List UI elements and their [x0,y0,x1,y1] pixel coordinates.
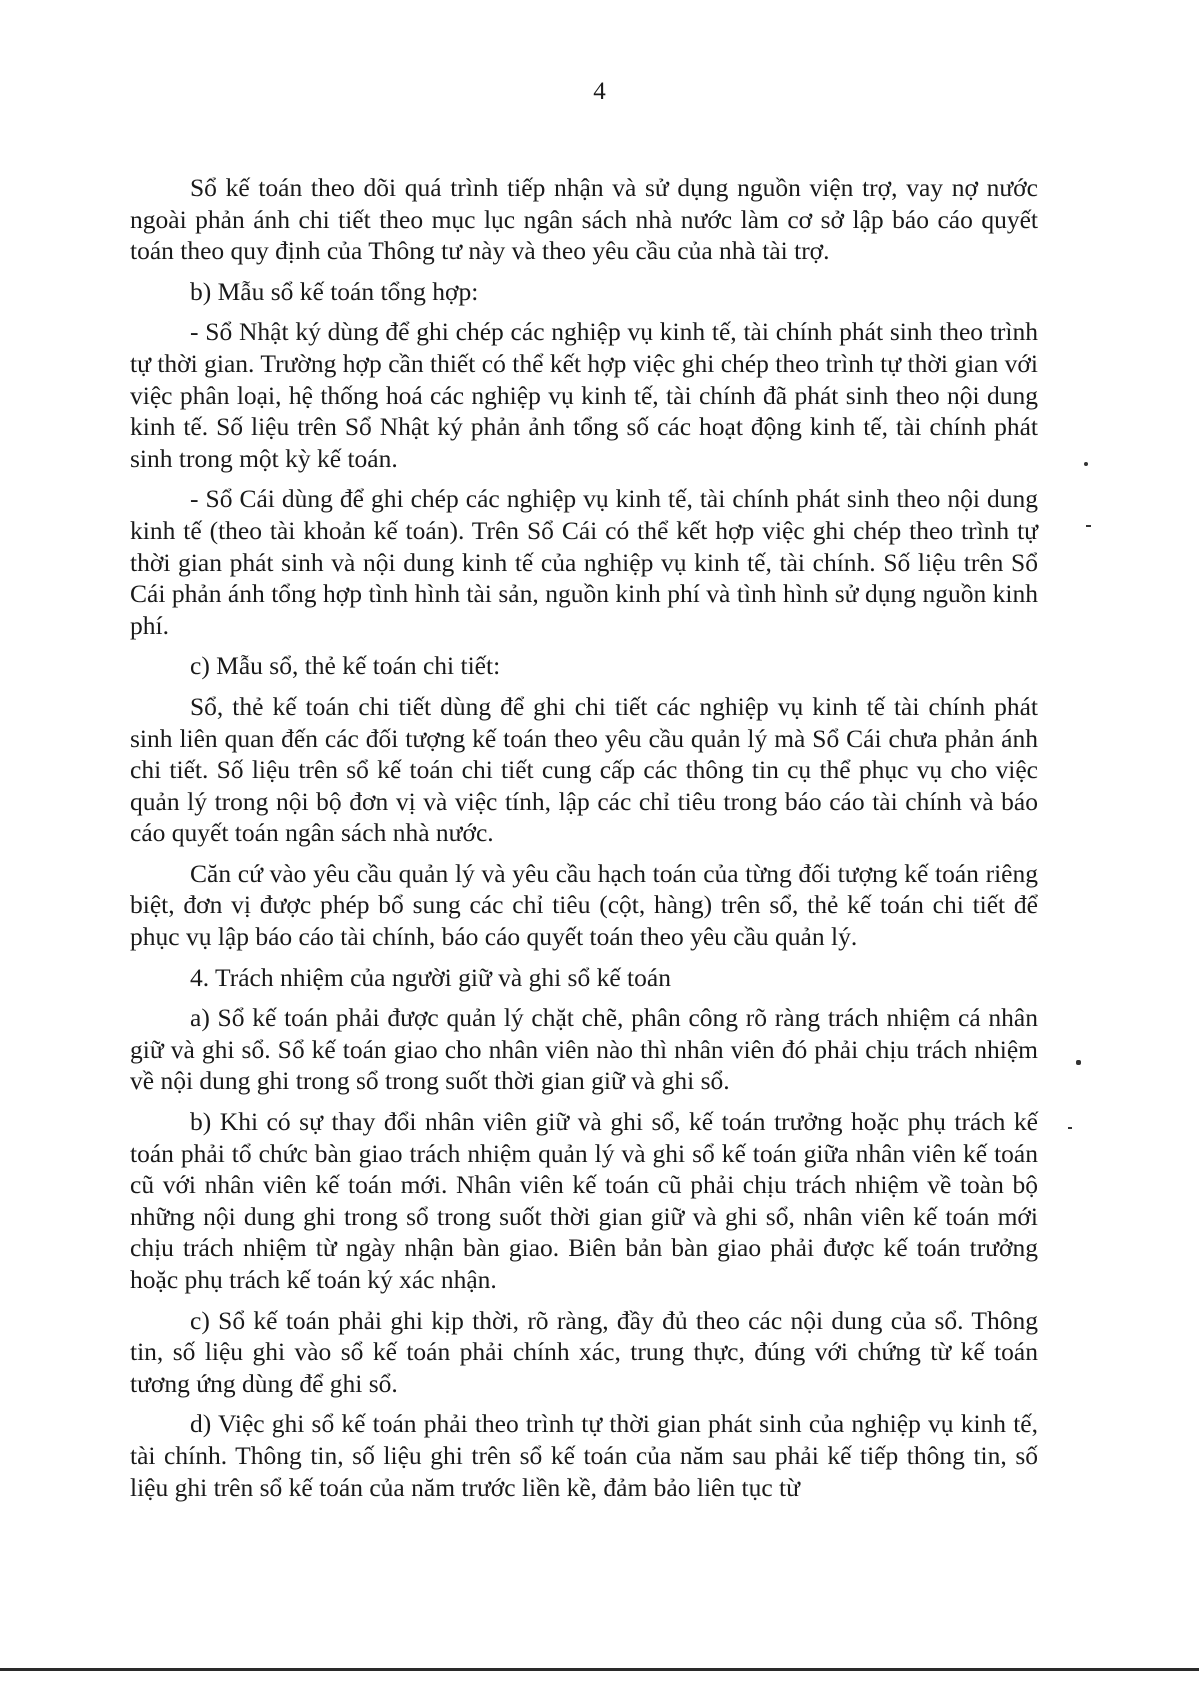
paragraph-so-nhat-ky: - Sổ Nhật ký dùng để ghi chép các nghiệp vụ kinh tế, tài chính phát sinh theo trình tự thời gian. Trường hợp cần thiết có thể kết hợp việc ghi chép theo trình tự thời gian với việc phân loại, hệ thống hoá các nghiệp vụ kinh tế, tài chính đã phát sinh theo nội dung kinh tế. Số liệu trên Sổ Nhật ký phản ảnh tổng số các hoạt động kinh tế, tài chính phát sinh trong một kỳ kế toán. [130,317,1038,473]
paragraph-can-cu: Căn cứ vào yêu cầu quản lý và yêu cầu hạch toán của từng đối tượng kế toán riêng biệt, đơn vị được phép bổ sung các chỉ tiêu (cột, hàng) trên sổ, thẻ kế toán chi tiết để phục vụ lập báo cáo tài chính, báo cáo quyết toán theo yêu cầu quản lý. [130,858,1038,952]
paragraph-so-the-chi-tiet: Sổ, thẻ kế toán chi tiết dùng để ghi chi tiết các nghiệp vụ kinh tế tài chính phát sinh liên quan đến các đối tượng kế toán theo yêu cầu quản lý mà Sổ Cái chưa phản ánh chi tiết. Số liệu trên sổ kế toán chi tiết cung cấp các thông tin cụ thể phục vụ cho việc quản lý trong nội bộ đơn vị và việc tính, lập các chỉ tiêu trong báo cáo tài chính và báo cáo quyết toán ngân sách nhà nước. [130,691,1038,848]
scan-speck [1086,525,1091,527]
scan-speck [1084,462,1088,466]
scan-speck [1076,1060,1081,1065]
paragraph-4c: c) Sổ kế toán phải ghi kịp thời, rõ ràng, đầy đủ theo các nội dung của sổ. Thông tin, số liệu ghi vào sổ kế toán phải chính xác, trung thực, đúng với chứng từ kế toán tương ứng dùng để ghi sổ. [130,1305,1038,1398]
paragraph-4d: d) Việc ghi sổ kế toán phải theo trình tự thời gian phát sinh của nghiệp vụ kinh tế, tài chính. Thông tin, số liệu ghi trên sổ kế toán của năm sau phải kế tiếp thông tin, số liệu ghi trên sổ kế toán của năm trước liền kề, đảm bảo liên tục từ [130,1409,1038,1502]
page-number: 4 [593,78,606,105]
scan-bottom-edge [0,1668,1199,1671]
paragraph-so-cai: - Sổ Cái dùng để ghi chép các nghiệp vụ kinh tế, tài chính phát sinh theo nội dung kinh tế (theo tài khoản kế toán). Trên Sổ Cái có thể kết hợp việc ghi chép theo trình tự thời gian phát sinh và nội dung kinh tế của nghiệp vụ kinh tế, tài chính. Số liệu trên Sổ Cái phản ánh tổng hợp tình hình tài sản, nguồn kinh phí và tình hình sử dụng nguồn kinh phí. [130,484,1038,640]
paragraph-intro: Sổ kế toán theo dõi quá trình tiếp nhận và sử dụng nguồn viện trợ, vay nợ nước ngoài phản ánh chi tiết theo mục lục ngân sách nhà nước làm cơ sở lập báo cáo quyết toán theo quy định của Thông tư này và theo yêu cầu của nhà tài trợ. [130,173,1038,266]
scan-speck [1068,1127,1072,1129]
paragraph-4a: a) Sổ kế toán phải được quản lý chặt chẽ, phân công rõ ràng trách nhiệm cá nhân giữ và ghi sổ. Sổ kế toán giao cho nhân viên nào thì nhân viên đó phải chịu trách nhiệm về nội dung ghi trong sổ trong suốt thời gian giữ và ghi sổ. [130,1003,1038,1096]
document-body [130,172,1038,1512]
paragraph-heading-4: 4. Trách nhiệm của người giữ và ghi sổ kế toán [190,962,671,992]
paragraph-heading-b: b) Mẫu sổ kế toán tổng hợp: [190,276,479,306]
paragraph-heading-c: c) Mẫu sổ, thẻ kế toán chi tiết: [190,651,501,681]
paragraph-4b: b) Khi có sự thay đổi nhân viên giữ và ghi sổ, kế toán trưởng hoặc phụ trách kế toán phải tổ chức bàn giao trách nhiệm quản lý và ghi sổ kế toán giữa nhân viên kế toán cũ với nhân viên kế toán mới. Nhân viên kế toán cũ phải chịu trách nhiệm về toàn bộ những nội dung ghi trong sổ trong suốt thời gian giữ và ghi sổ, nhân viên kế toán mới chịu trách nhiệm từ ngày nhận bàn giao. Biên bản bàn giao phải được kế toán trưởng hoặc phụ trách kế toán ký xác nhận. [130,1107,1038,1294]
